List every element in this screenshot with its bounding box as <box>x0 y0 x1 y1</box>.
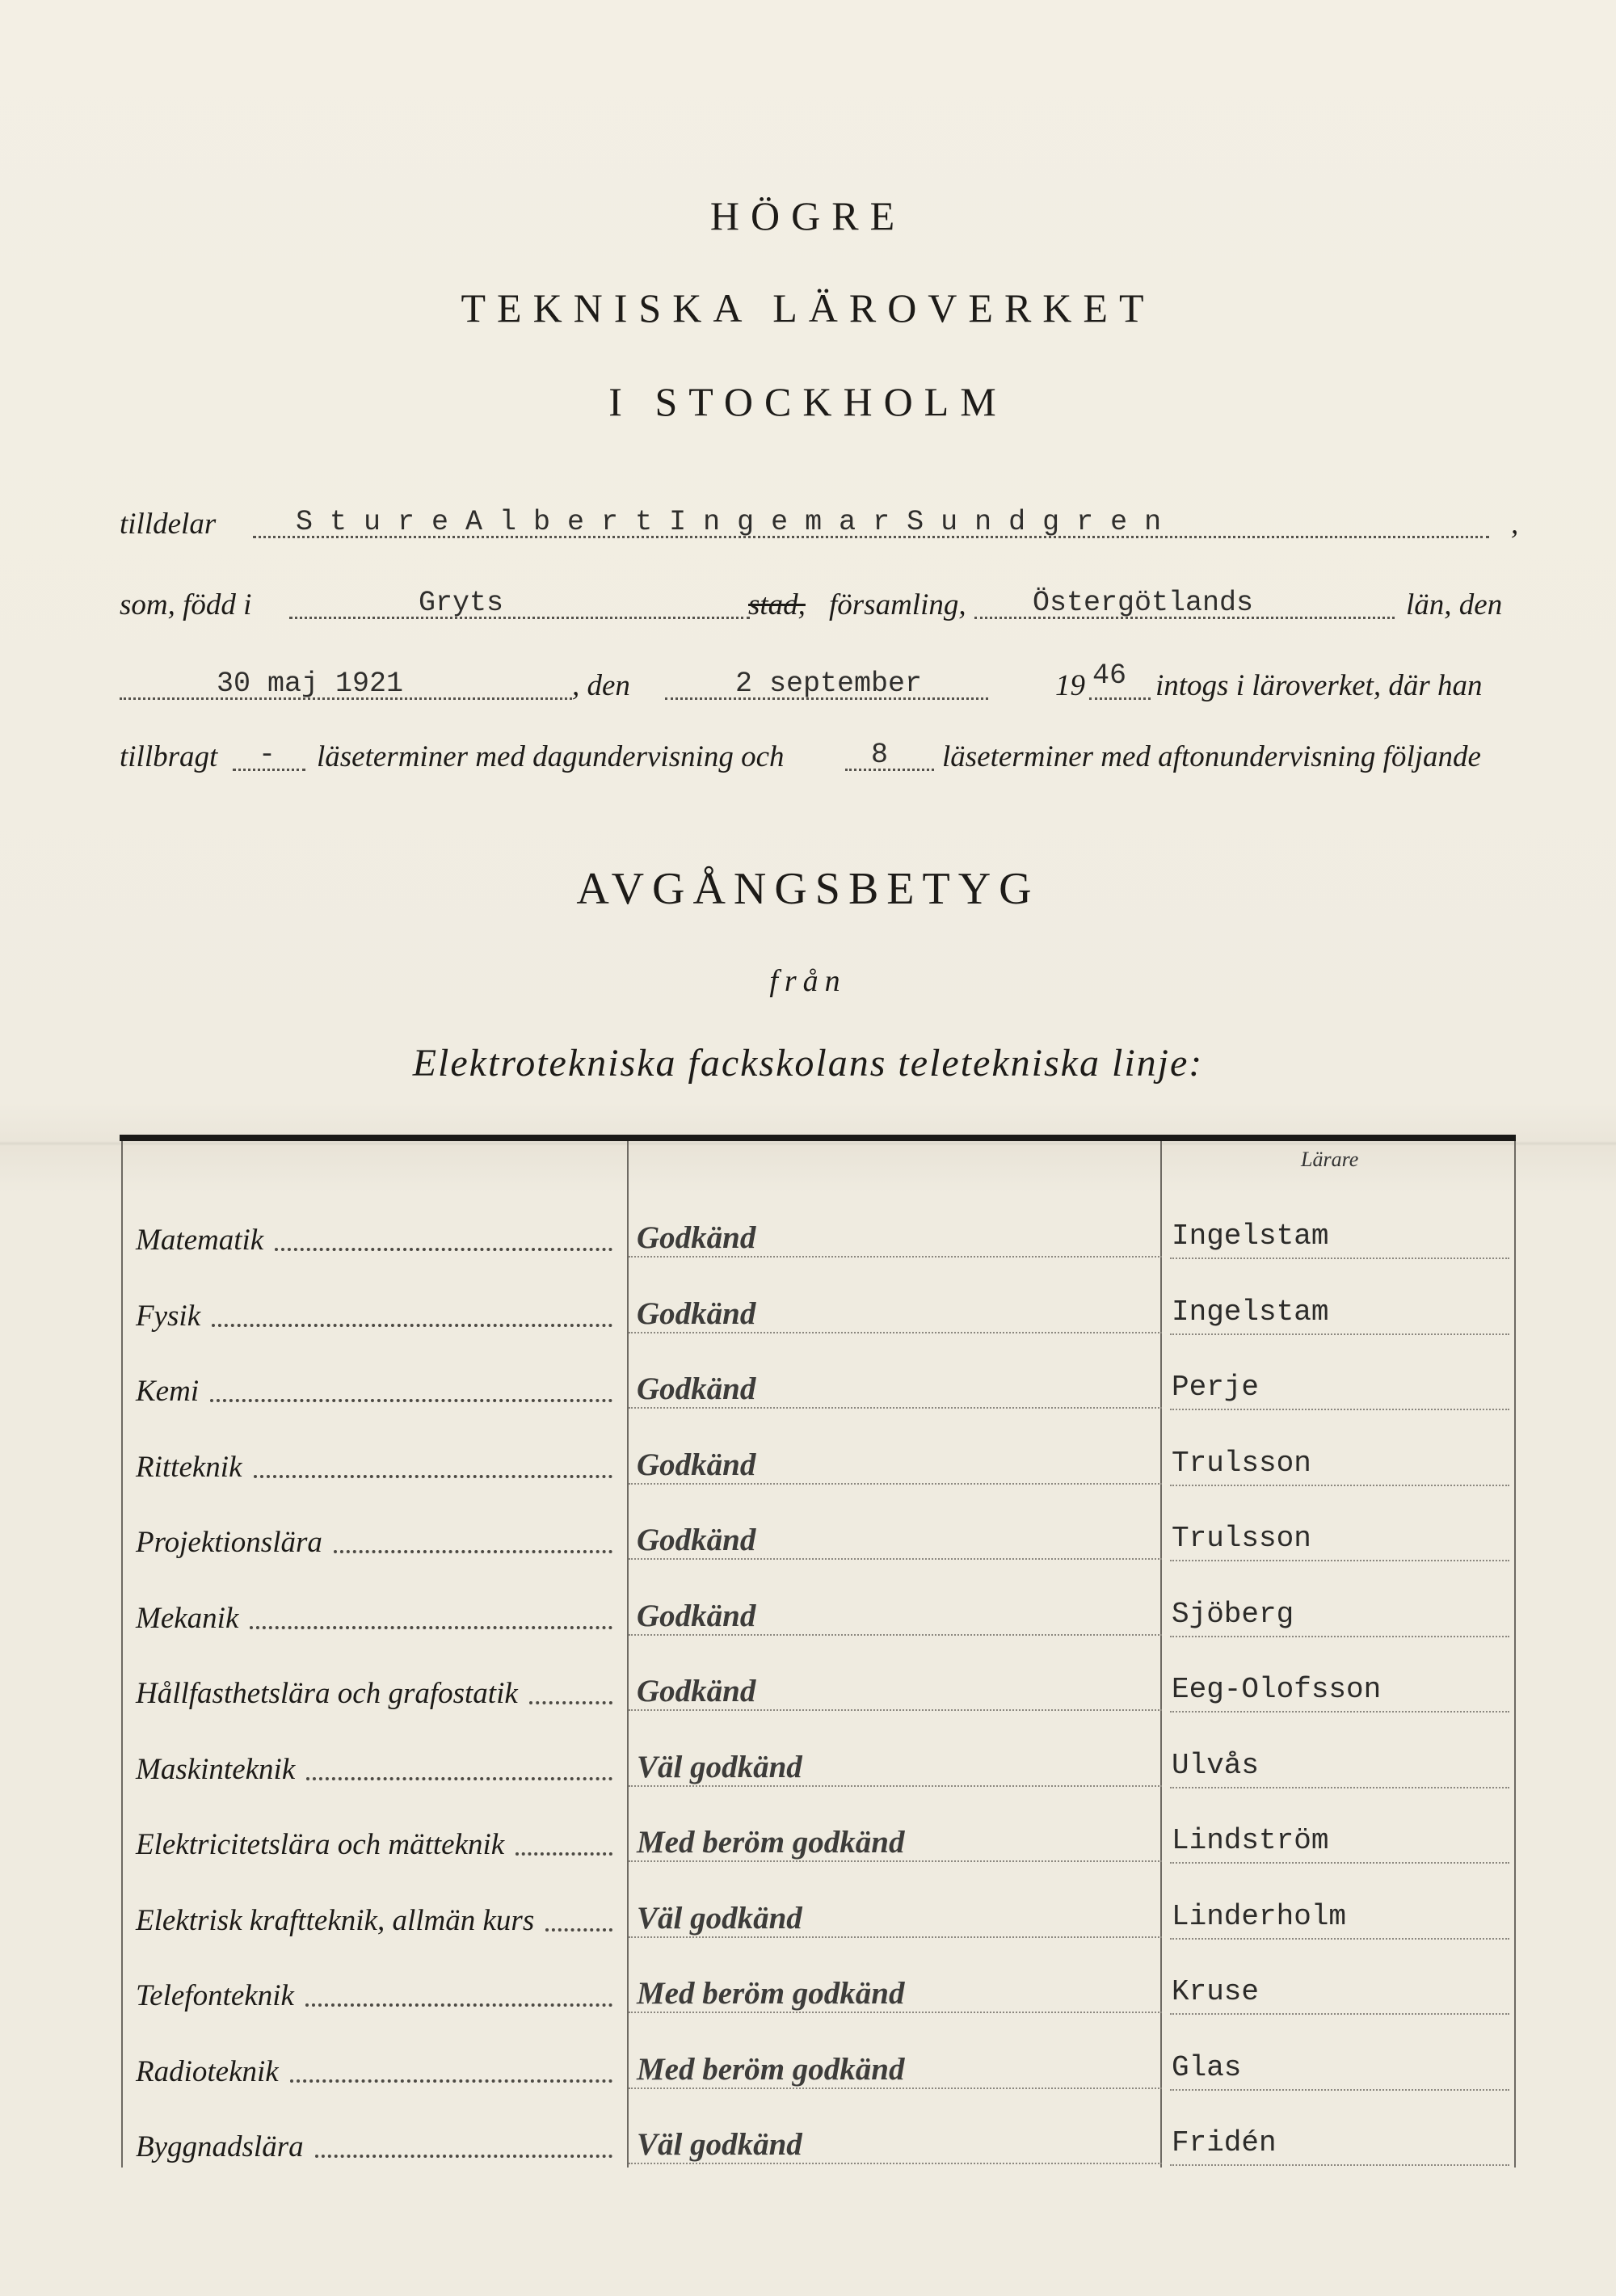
teacher-fill-line <box>1170 1258 1509 1259</box>
dag-label: läseterminer med dagundervisning och <box>317 740 785 773</box>
evening-terms-fill-line <box>845 730 934 771</box>
leader-dots <box>545 1928 612 1932</box>
table-top-rule <box>120 1135 1516 1141</box>
leader-dots <box>516 1852 612 1856</box>
grade-fill-line <box>629 2012 1162 2013</box>
grade-fill-line <box>629 1785 1162 1787</box>
grade-fill-line <box>629 1256 1162 1258</box>
tillbragt-label: tillbragt <box>120 740 218 773</box>
teacher-name: Linderholm <box>1172 1899 1347 1933</box>
grade-fill-line <box>629 1634 1162 1636</box>
teacher-name: Kruse <box>1172 1975 1260 2008</box>
year-suffix: 46 <box>1092 659 1127 692</box>
table-row <box>120 1725 1516 1797</box>
subject-name: Maskinteknik <box>136 1752 296 1786</box>
year-prefix: 19 <box>1055 669 1085 702</box>
comma: , <box>1511 508 1519 541</box>
line-fodd <box>120 582 1526 630</box>
table-row <box>120 1877 1516 1948</box>
teacher-fill-line <box>1170 1787 1509 1788</box>
subject-name: Mekanik <box>136 1601 239 1635</box>
grade-value: Godkänd <box>637 1523 756 1557</box>
grade-value: Väl godkänd <box>637 2127 802 2162</box>
leader-dots <box>315 2155 612 2158</box>
birth-parish: Gryts <box>419 587 504 619</box>
den-label: , den <box>572 669 630 702</box>
county: Östergötlands <box>1033 587 1254 619</box>
line-terms <box>120 734 1526 782</box>
subject-name: Matematik <box>136 1224 264 1257</box>
teacher-name: Trulsson <box>1172 1446 1311 1480</box>
line-dates <box>120 659 1526 711</box>
teacher-name: Eeg-Olofsson <box>1172 1673 1382 1706</box>
grade-value: Godkänd <box>637 1220 756 1255</box>
teacher-name: Sjöberg <box>1172 1597 1294 1631</box>
tilldelar-label: tilldelar <box>120 508 217 541</box>
grade-value: Godkänd <box>637 1598 756 1633</box>
table-row <box>120 1649 1516 1721</box>
leader-dots <box>529 1701 612 1704</box>
grade-value: Med beröm godkänd <box>637 2051 905 2087</box>
grade-fill-line <box>629 2087 1162 2089</box>
evening-terms: 8 <box>871 739 889 771</box>
lan-den-label: län, den <box>1406 588 1503 621</box>
grade-value: Med beröm godkänd <box>637 1976 905 2011</box>
grade-value: Väl godkänd <box>637 1749 802 1784</box>
grade-fill-line <box>629 1558 1162 1560</box>
table-row <box>120 2103 1516 2174</box>
grade-fill-line <box>629 1407 1162 1409</box>
leader-dots <box>306 1777 612 1780</box>
header-line-2: TEKNISKA LÄROVERKET <box>461 285 1155 331</box>
teacher-name: Trulsson <box>1172 1522 1311 1555</box>
recipient-name: S t u r e A l b e r t I n g e m a r S u n d g r e n <box>296 506 1162 538</box>
subject-name: Kemi <box>136 1375 200 1408</box>
grade-fill-line <box>629 1860 1162 1862</box>
teacher-fill-line <box>1170 1938 1509 1940</box>
teacher-fill-line <box>1170 1333 1509 1335</box>
teacher-fill-line <box>1170 2089 1509 2091</box>
leader-dots <box>290 2079 612 2083</box>
teacher-name: Perje <box>1172 1371 1260 1404</box>
leader-dots <box>275 1248 612 1251</box>
grade-value: Väl godkänd <box>637 1900 802 1936</box>
grade-fill-line <box>629 1483 1162 1485</box>
forsamling-label: församling, <box>829 588 966 621</box>
table-row <box>120 1574 1516 1645</box>
leader-dots <box>334 1550 612 1553</box>
teacher-column-header: Lärare <box>1301 1148 1359 1171</box>
teacher-fill-line <box>1170 1711 1509 1713</box>
certificate-title: AVGÅNGSBETYG <box>576 864 1040 914</box>
parish-fill-line <box>289 578 750 619</box>
teacher-name: Glas <box>1172 2050 1242 2084</box>
subject-name: Elektrisk kraftteknik, allmän kurs <box>136 1903 535 1937</box>
subject-name: Radioteknik <box>136 2054 279 2088</box>
subject-name: Projektionslära <box>136 1526 322 1559</box>
teacher-fill-line <box>1170 1409 1509 1410</box>
teacher-fill-line <box>1170 2164 1509 2166</box>
subject-name: Ritteknik <box>136 1450 242 1484</box>
grade-fill-line <box>629 1936 1162 1938</box>
subject-name: Fysik <box>136 1299 201 1333</box>
table-row <box>120 1498 1516 1569</box>
subject-name: Hållfasthetslära och grafostatik <box>136 1677 518 1710</box>
teacher-name: Ingelstam <box>1172 1220 1329 1253</box>
leader-dots <box>254 1475 612 1478</box>
table-row <box>120 1952 1516 2023</box>
leader-dots <box>210 1399 612 1402</box>
grade-fill-line <box>629 1709 1162 1711</box>
teacher-fill-line <box>1170 1636 1509 1637</box>
school-line: Elektrotekniska fackskolans teletekniska linje: <box>412 1042 1204 1085</box>
teacher-name: Ulvås <box>1172 1748 1260 1782</box>
paper-fold <box>0 1141 1616 1146</box>
grade-value: Med beröm godkänd <box>637 1825 905 1860</box>
table-row <box>120 1801 1516 1872</box>
grade-fill-line <box>629 1332 1162 1333</box>
birth-date: 30 maj 1921 <box>217 668 404 700</box>
header-line-3: I STOCKHOLM <box>608 379 1008 424</box>
teacher-name: Ingelstam <box>1172 1295 1329 1329</box>
grade-fill-line <box>629 2163 1162 2164</box>
afton-label: läseterminer med aftonundervisning följande <box>942 740 1481 773</box>
header-line-1: HÖGRE <box>709 193 907 238</box>
grade-value: Godkänd <box>637 1371 756 1406</box>
som-fodd-label: som, född i <box>120 588 252 621</box>
grade-value: Godkänd <box>637 1674 756 1708</box>
teacher-name: Lindström <box>1172 1824 1329 1857</box>
teacher-fill-line <box>1170 2013 1509 2015</box>
table-row <box>120 1423 1516 1494</box>
subject-name: Telefonteknik <box>136 1979 294 2012</box>
teacher-fill-line <box>1170 1560 1509 1561</box>
stad-struck: stad, <box>748 588 806 621</box>
subject-name: Elektricitetslära och mätteknik <box>136 1828 505 1861</box>
grade-value: Godkänd <box>637 1447 756 1482</box>
leader-dots <box>212 1324 612 1327</box>
leader-dots <box>305 2003 612 2007</box>
teacher-name: Fridén <box>1172 2126 1277 2159</box>
intogs-label: intogs i läroverket, där han <box>1155 669 1483 702</box>
table-row <box>120 1347 1516 1418</box>
leader-dots <box>250 1626 612 1629</box>
teacher-fill-line <box>1170 1485 1509 1486</box>
teacher-fill-line <box>1170 1862 1509 1864</box>
admission-date: 2 september <box>735 668 923 700</box>
subject-name: Byggnadslära <box>136 2130 304 2163</box>
day-terms: - <box>259 739 276 771</box>
table-row <box>120 1196 1516 1267</box>
table-row <box>120 1272 1516 1343</box>
grade-value: Godkänd <box>637 1295 756 1331</box>
line-tilldelar <box>120 501 1526 550</box>
table-row <box>120 2028 1516 2099</box>
fran-label: från <box>769 964 847 998</box>
